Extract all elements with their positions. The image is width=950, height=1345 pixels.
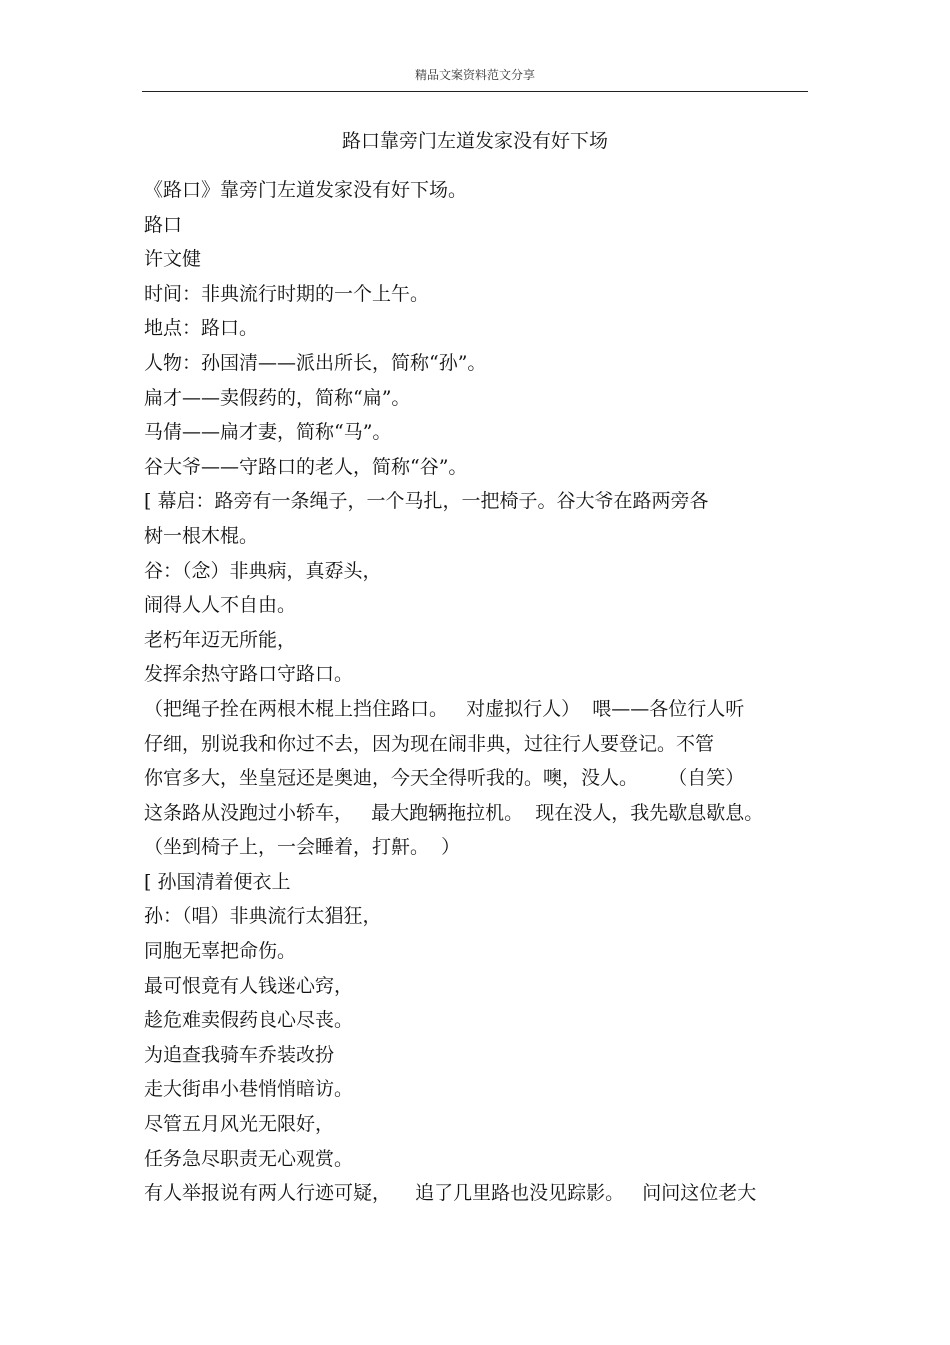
body-line: 树一根木棍。 — [144, 524, 259, 547]
body-line: 谷：（念）非典病，真孬头， — [144, 559, 382, 582]
page-header: 精品文案资料范文分享 — [414, 68, 535, 82]
body-line: 闹得人人不自由。 — [144, 594, 297, 617]
body-line: 你官多大，坐皇冠还是奥迪，今天全得听我的。噢，没人。 （自笑） — [144, 767, 745, 790]
body-line: 任务急尽职责无心观赏。 — [144, 1147, 354, 1170]
body-line: 趁危难卖假药良心尽丧。 — [144, 1009, 354, 1032]
body-line: 这条路从没跑过小轿车， 最大跑辆拖拉机。 现在没人，我先歇息歇息。 — [144, 801, 764, 824]
body-line: 路口 — [144, 213, 183, 236]
body-line: 为追查我骑车乔装改扮 — [144, 1043, 335, 1066]
body-line: 扁才——卖假药的，简称“扁”。 — [144, 386, 411, 409]
body-line: [ 孙国清着便衣上 — [144, 870, 291, 893]
body-line: 地点：路口。 — [144, 317, 259, 340]
body-line: 同胞无辜把命伤。 — [144, 940, 297, 963]
document-title: 路口靠旁门左道发家没有好下场 — [341, 130, 608, 152]
body-line: 许文健 — [144, 248, 202, 271]
body-line: 走大街串小巷悄悄暗访。 — [144, 1078, 354, 1101]
body-line: 人物：孙国清——派出所长，简称“孙”。 — [144, 351, 487, 374]
body-line: 仔细，别说我和你过不去，因为现在闹非典，过往行人要登记。不管 — [144, 732, 715, 755]
body-line: 时间：非典流行时期的一个上午。 — [144, 282, 430, 305]
body-line: 《路口》靠旁门左道发家没有好下场。 — [144, 179, 468, 201]
body-line: 孙：（唱）非典流行太猖狂， — [144, 905, 382, 928]
body-line: 发挥余热守路口守路口。 — [144, 663, 354, 686]
body-line: 最可恨竟有人钱迷心窍， — [144, 974, 354, 997]
body-line: [ 幕启：路旁有一条绳子，一个马扎，一把椅子。谷大爷在路两旁各 — [144, 490, 709, 513]
body-line: （把绳子拴在两根木棍上挡住路口。 对虚拟行人） 喂——各位行人听 — [144, 697, 745, 720]
header-rule — [142, 91, 808, 92]
body-line: 谷大爷——守路口的老人，简称“谷”。 — [144, 455, 468, 478]
body-line: 尽管五月风光无限好， — [144, 1113, 335, 1136]
body-line: （坐到椅子上，一会睡着，打鼾。 ） — [144, 836, 461, 859]
body-line: 马倩——扁才妻，简称“马”。 — [144, 421, 392, 444]
body-line: 有人举报说有两人行迹可疑， 追了几里路也没见踪影。 问问这位老大 — [144, 1182, 757, 1205]
body-line: 老朽年迈无所能， — [144, 628, 297, 651]
document-body — [144, 173, 806, 1211]
